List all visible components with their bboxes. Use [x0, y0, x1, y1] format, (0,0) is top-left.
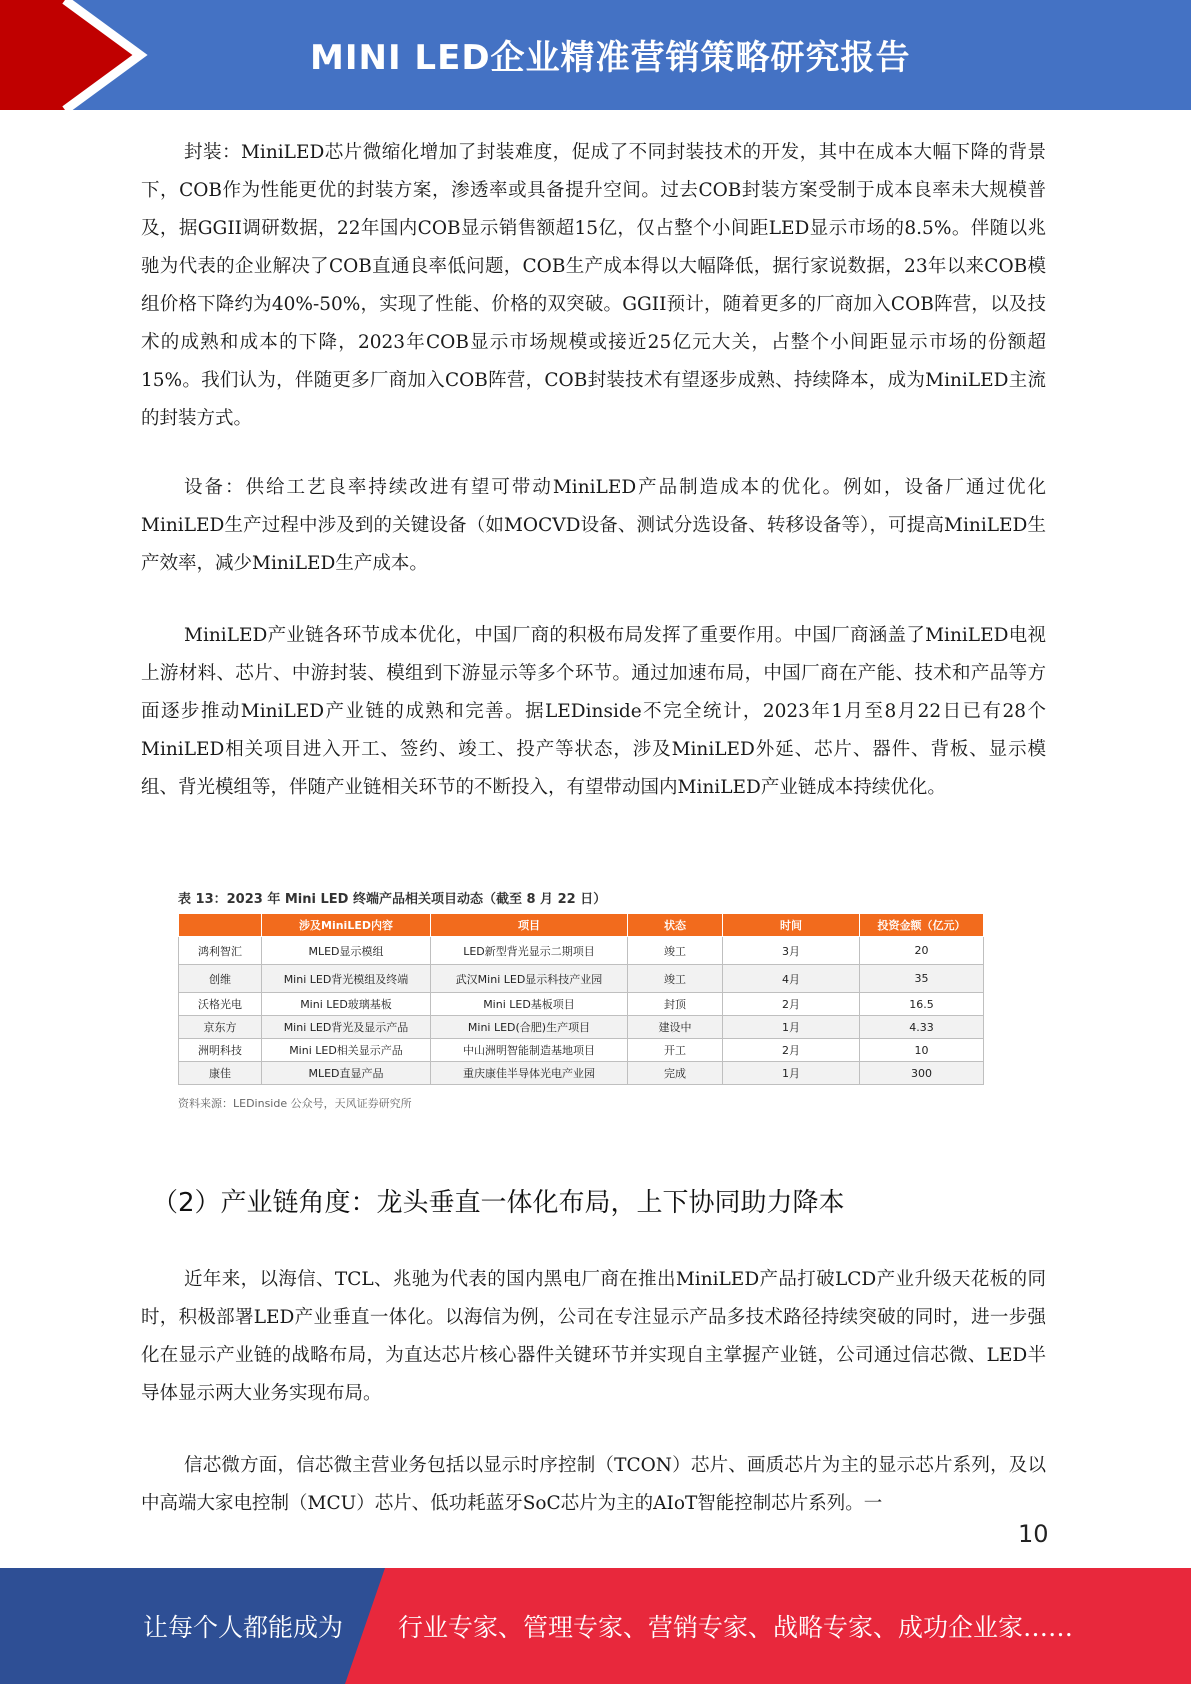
table-cell: MLED显示模组: [262, 937, 431, 965]
projects-table: [178, 913, 984, 1085]
table-cell: 中山洲明智能制造基地项目: [431, 1039, 628, 1062]
table-cell: 2月: [723, 1039, 860, 1062]
table-cell: 沃格光电: [179, 993, 262, 1016]
table-cell: 竣工: [628, 937, 723, 965]
section-heading: （2）产业链角度：龙头垂直一体化布局，上下协同助力降本: [152, 1188, 845, 1218]
table-cell: Mini LED背光及显示产品: [262, 1016, 431, 1039]
table-cell: 武汉Mini LED显示科技产业园: [431, 965, 628, 993]
table-cell: 建设中: [628, 1016, 723, 1039]
table-cell: LED新型背光显示二期项目: [431, 937, 628, 965]
table-cell: 3月: [723, 937, 860, 965]
table-cell: 16.5: [860, 993, 984, 1016]
table-cell: 竣工: [628, 965, 723, 993]
footer-slogan-right: 行业专家、管理专家、营销专家、战略专家、成功企业家……: [398, 1613, 1074, 1642]
paragraph-vertical-integration: 近年来，以海信、TCL、兆驰为代表的国内黑电厂商在推出MiniLED产品打破LCD产业升级天花板的同时，积极部署LED产业垂直一体化。以海信为例，公司在专注显示产品多技术路径持续突破的同时，进一步强化在显示产业链的战略布局，为直达芯片核心器件关键环节并实现自主掌握产业链，公司通过信芯微、LED半导体显示两大业务实现布局。: [141, 1269, 1046, 1404]
table-row: [179, 993, 984, 1016]
page-footer: [0, 1568, 1191, 1684]
table-cell: 2月: [723, 993, 860, 1016]
table-cell: 完成: [628, 1062, 723, 1085]
header-title: MINI LED企业精准营销策略研究报告: [310, 38, 911, 78]
table-cell: 康佳: [179, 1062, 262, 1085]
table-header-cell: 涉及MiniLED内容: [262, 914, 431, 937]
paragraph-packaging: 封装：MiniLED芯片微缩化增加了封装难度，促成了不同封装技术的开发，其中在成本大幅下降的背景下，COB作为性能更优的封装方案，渗透率或具备提升空间。过去COB封装方案受制于成本良率未大规模普及，据GGII调研数据，22年国内COB显示销售额超15亿，仅占整个小间距LED显示市场的8.5%。伴随以兆驰为代表的企业解决了COB直通良率低问题，COB生产成本得以大幅降低，据行家说数据，23年以来COB模组价格下降约为40%-50%，实现了性能、价格的双突破。GGII预计，随着更多的厂商加入COB阵营，以及技术的成熟和成本的下降，2023年COB显示市场规模或接近25亿元大关，占整个小间距显示市场的份额超15%。我们认为，伴随更多厂商加入COB阵营，COB封装技术有望逐步成熟、持续降本，成为MiniLED主流的封装方式。: [141, 142, 1046, 429]
table-cell: 1月: [723, 1016, 860, 1039]
paragraph-equipment: 设备：供给工艺良率持续改进有望可带动MiniLED产品制造成本的优化。例如，设备厂通过优化MiniLED生产过程中涉及到的关键设备（如MOCVD设备、测试分选设备、转移设备等），可提高MiniLED生产效率，减少MiniLED生产成本。: [141, 477, 1046, 574]
table-cell: 10: [860, 1039, 984, 1062]
table-row: [179, 965, 984, 993]
table-row: [179, 1062, 984, 1085]
page-header: [0, 0, 1191, 110]
table-cell: 鸿利智汇: [179, 937, 262, 965]
table-row: [179, 1016, 984, 1039]
table-header-cell: 时间: [723, 914, 860, 937]
table-cell: Mini LED玻璃基板: [262, 993, 431, 1016]
table-cell: Mini LED相关显示产品: [262, 1039, 431, 1062]
table-cell: 1月: [723, 1062, 860, 1085]
table-header-cell: 投资金额（亿元）: [860, 914, 984, 937]
table-cell: Mini LED基板项目: [431, 993, 628, 1016]
table-cell: Mini LED背光模组及终端: [262, 965, 431, 993]
table-figure: [178, 888, 986, 1111]
table-cell: 封顶: [628, 993, 723, 1016]
table-cell: 重庆康佳半导体光电产业园: [431, 1062, 628, 1085]
table-header-cell: 项目: [431, 914, 628, 937]
table-cell: 京东方: [179, 1016, 262, 1039]
table-row: [179, 937, 984, 965]
table-cell: 35: [860, 965, 984, 993]
paragraph-xinxinwei: 信芯微方面，信芯微主营业务包括以显示时序控制（TCON）芯片、画质芯片为主的显示芯片系列，及以中高端大家电控制（MCU）芯片、低功耗蓝牙SoC芯片为主的AIoT智能控制芯片系列。一: [141, 1455, 1046, 1514]
table-header-cell: [179, 914, 262, 937]
table-cell: 创维: [179, 965, 262, 993]
table-header-row: [179, 914, 984, 937]
footer-slogan-left: 让每个人都能成为: [143, 1613, 344, 1642]
table-header-cell: 状态: [628, 914, 723, 937]
table-source: 资料来源：LEDinside 公众号，天风证券研究所: [178, 1097, 412, 1110]
page-number: 10: [1018, 1520, 1049, 1548]
table-cell: Mini LED(合肥)生产项目: [431, 1016, 628, 1039]
table-cell: MLED直显产品: [262, 1062, 431, 1085]
table-cell: 20: [860, 937, 984, 965]
table-cell: 洲明科技: [179, 1039, 262, 1062]
table-caption: 表 13：2023 年 Mini LED 终端产品相关项目动态（截至 8 月 22 日）: [178, 892, 607, 907]
table-cell: 4月: [723, 965, 860, 993]
header-chevron-decoration: [0, 0, 160, 110]
table-row: [179, 1039, 984, 1062]
table-cell: 4.33: [860, 1016, 984, 1039]
paragraph-industry-chain: MiniLED产业链各环节成本优化，中国厂商的积极布局发挥了重要作用。中国厂商涵盖了MiniLED电视上游材料、芯片、中游封装、模组到下游显示等多个环节。通过加速布局，中国厂商在产能、技术和产品等方面逐步推动MiniLED产业链的成熟和完善。据LEDinside不完全统计，2023年1月至8月22日已有28个MiniLED相关项目进入开工、签约、竣工、投产等状态，涉及MiniLED外延、芯片、器件、背板、显示模组、背光模组等，伴随产业链相关环节的不断投入，有望带动国内MiniLED产业链成本持续优化。: [141, 625, 1046, 798]
table-cell: 300: [860, 1062, 984, 1085]
table-cell: 开工: [628, 1039, 723, 1062]
